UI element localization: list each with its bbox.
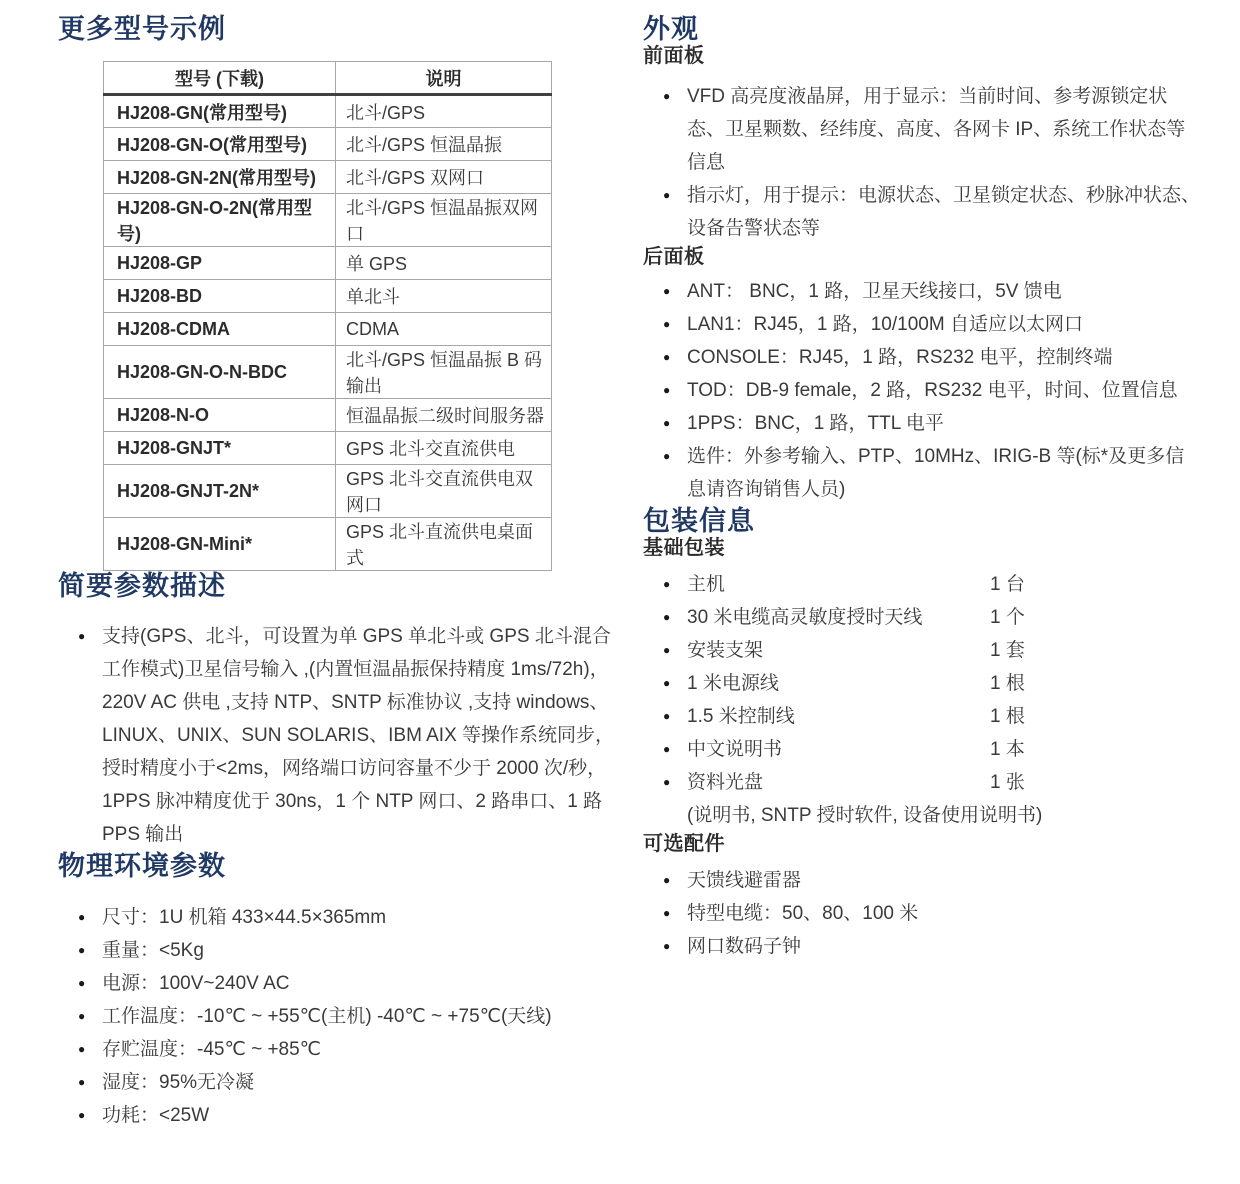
packaging-item-qty: 1 台 <box>990 574 1025 595</box>
packaging-item-name: 1.5 米控制线 <box>687 706 795 727</box>
right-column <box>643 14 1200 963</box>
physical-params-list <box>78 901 620 1132</box>
model-cell[interactable]: HJ208-GP <box>104 247 336 280</box>
appearance-title: 外观 <box>643 14 699 44</box>
bullet-icon: ● <box>78 910 86 924</box>
rear-panel-subtitle: 后面板 <box>643 246 705 268</box>
bullet-icon: ● <box>663 775 671 789</box>
desc-cell: 北斗/GPS 双网口 <box>336 161 552 194</box>
table-row <box>104 280 552 313</box>
bullet-icon: ● <box>663 906 671 920</box>
list-item <box>78 967 620 1000</box>
bullet-icon: ● <box>663 676 671 690</box>
physical-item-text: 工作温度：-10℃ ~ +55℃(主机) -40℃ ~ +75℃(天线) <box>102 1006 552 1027</box>
bullet-icon: ● <box>663 188 671 202</box>
desc-cell: GPS 北斗直流供电桌面式 <box>336 518 552 571</box>
model-cell[interactable]: HJ208-N-O <box>104 399 336 432</box>
list-item <box>663 179 1200 245</box>
list-item <box>78 1033 620 1066</box>
brief-params-title: 简要参数描述 <box>58 571 226 601</box>
packaging-title: 包装信息 <box>643 506 755 536</box>
desc-cell: CDMA <box>336 313 552 346</box>
desc-cell: 北斗/GPS 恒温晶振双网口 <box>336 194 552 247</box>
desc-cell: 北斗/GPS <box>336 95 552 128</box>
left-column <box>58 14 620 1132</box>
bullet-icon: ● <box>663 873 671 887</box>
model-cell[interactable]: HJ208-GNJT* <box>104 432 336 465</box>
bullet-icon: ● <box>663 577 671 591</box>
bullet-icon: ● <box>78 1108 86 1122</box>
model-cell[interactable]: HJ208-GNJT-2N* <box>104 465 336 518</box>
bullet-icon: ● <box>78 1042 86 1056</box>
bullet-icon: ● <box>78 1075 86 1089</box>
physical-item-text: 湿度：95%无冷凝 <box>102 1072 255 1093</box>
table-row <box>104 518 552 571</box>
physical-item-text: 功耗：<25W <box>102 1105 210 1126</box>
physical-item-text: 重量：<5Kg <box>102 940 204 961</box>
optional-accessories-subtitle: 可选配件 <box>643 833 725 855</box>
rear-panel-item-text: TOD：DB-9 female，2 路，RS232 电平，时间、位置信息 <box>687 380 1178 401</box>
bullet-icon: ● <box>663 643 671 657</box>
packaging-item-name: 安装支架 <box>687 640 764 661</box>
list-item <box>78 1066 620 1099</box>
desc-cell: GPS 北斗交直流供电 <box>336 432 552 465</box>
packaging-item <box>663 601 1200 634</box>
rear-panel-item-text: 1PPS：BNC，1 路，TTL 电平 <box>687 413 944 434</box>
bullet-icon: ● <box>663 383 671 397</box>
bullet-icon: ● <box>663 449 671 463</box>
list-item <box>663 407 1200 440</box>
optional-item-text: 天馈线避雷器 <box>687 870 802 891</box>
table-row <box>104 399 552 432</box>
model-cell[interactable]: HJ208-CDMA <box>104 313 336 346</box>
table-row <box>104 95 552 128</box>
packaging-item-qty: 1 个 <box>990 607 1025 628</box>
table-row <box>104 346 552 399</box>
list-item <box>663 341 1200 374</box>
optional-item-text: 网口数码子钟 <box>687 936 802 957</box>
bullet-icon: ● <box>663 284 671 298</box>
rear-panel-item-text: LAN1：RJ45，1 路，10/100M 自适应以太网口 <box>687 314 1083 335</box>
list-item <box>78 1000 620 1033</box>
rear-panel-item-text: 选件：外参考输入、PTP、10MHz、IRIG-B 等(标*及更多信息请咨询销售人员) <box>687 446 1185 500</box>
table-row <box>104 465 552 518</box>
packaging-item-qty: 1 根 <box>990 673 1025 694</box>
basic-packaging-subtitle: 基础包装 <box>643 537 725 559</box>
physical-item-text: 存贮温度：-45℃ ~ +85℃ <box>102 1039 322 1060</box>
model-cell[interactable]: HJ208-GN-2N(常用型号) <box>104 161 336 194</box>
bullet-icon: ● <box>663 89 671 103</box>
bullet-icon: ● <box>663 742 671 756</box>
list-item <box>663 374 1200 407</box>
list-item <box>663 930 1200 963</box>
list-item <box>663 864 1200 897</box>
brief-params-bullet <box>78 620 620 851</box>
optional-item-text: 特型电缆：50、80、100 米 <box>687 903 919 924</box>
model-cell[interactable]: HJ208-GN-O-2N(常用型号) <box>104 194 336 247</box>
packaging-item-name: 1 米电源线 <box>687 673 779 694</box>
bullet-icon: ● <box>663 939 671 953</box>
list-item <box>663 897 1200 930</box>
packaging-item-qty: 1 本 <box>990 739 1025 760</box>
model-cell[interactable]: HJ208-GN-O-N-BDC <box>104 346 336 399</box>
list-item <box>663 80 1200 179</box>
models-table-header-desc: 说明 <box>336 62 552 95</box>
desc-cell: GPS 北斗交直流供电双网口 <box>336 465 552 518</box>
table-row <box>104 432 552 465</box>
desc-cell: 单 GPS <box>336 247 552 280</box>
model-cell[interactable]: HJ208-GN(常用型号) <box>104 95 336 128</box>
desc-cell: 北斗/GPS 恒温晶振 <box>336 128 552 161</box>
bullet-icon: ● <box>78 943 86 957</box>
bullet-icon: ● <box>663 317 671 331</box>
list-item <box>78 934 620 967</box>
packaging-item-name: 中文说明书 <box>687 739 783 760</box>
model-cell[interactable]: HJ208-GN-Mini* <box>104 518 336 571</box>
rear-panel-item-text: CONSOLE：RJ45，1 路，RS232 电平，控制终端 <box>687 347 1113 368</box>
bullet-icon: ● <box>663 416 671 430</box>
list-item <box>663 308 1200 341</box>
list-item <box>663 440 1200 506</box>
packaging-item <box>663 568 1200 601</box>
bullet-icon: ● <box>663 610 671 624</box>
packaging-item-qty: 1 根 <box>990 706 1025 727</box>
list-item <box>78 1099 620 1132</box>
table-row <box>104 247 552 280</box>
list-item <box>78 901 620 934</box>
models-table <box>103 61 552 571</box>
table-row <box>104 161 552 194</box>
model-cell[interactable]: HJ208-GN-O(常用型号) <box>104 128 336 161</box>
bullet-icon: ● <box>78 976 86 990</box>
bullet-icon: ● <box>78 1009 86 1023</box>
packaging-item-name: 主机 <box>687 574 726 595</box>
physical-params-title: 物理环境参数 <box>58 851 226 881</box>
models-table-header-row <box>104 62 552 95</box>
packaging-note: (说明书, SNTP 授时软件, 设备使用说明书) <box>687 805 1043 826</box>
bullet-icon: ● <box>78 629 86 643</box>
packaging-item <box>663 733 1200 766</box>
bullet-icon: ● <box>663 350 671 364</box>
model-cell[interactable]: HJ208-BD <box>104 280 336 313</box>
basic-packaging-list <box>663 568 1200 799</box>
physical-item-text: 尺寸：1U 机箱 433×44.5×365mm <box>102 907 387 928</box>
front-panel-list <box>663 80 1200 245</box>
packaging-item <box>663 766 1200 799</box>
desc-cell: 单北斗 <box>336 280 552 313</box>
packaging-item-name: 资料光盘 <box>687 772 764 793</box>
table-row <box>104 313 552 346</box>
packaging-item <box>663 634 1200 667</box>
brief-params-text: 支持(GPS、北斗，可设置为单 GPS 单北斗或 GPS 北斗混合工作模式)卫星信号输入 ,(内置恒温晶振保持精度 1ms/72h)，220V AC 供电 ,支持 NTP、SNTP 标准协议 ,支持 windows、LINUX、UNIX、SUN SOLARIS、IBM AIX 等操作系统同步，授时精度小于<2ms，网络端口访问容量不少于 2000 次/秒，1PPS 脉冲精度优于 30ns，1 个 NTP 网口、2 路串口、1 路 PPS 输出 <box>102 626 615 845</box>
physical-item-text: 电源：100V~240V AC <box>102 973 290 994</box>
rear-panel-item-text: ANT： BNC，1 路，卫星天线接口，5V 馈电 <box>687 281 1062 302</box>
models-section-title: 更多型号示例 <box>58 14 226 44</box>
bullet-icon: ● <box>663 709 671 723</box>
front-panel-item-text: VFD 高亮度液晶屏，用于显示：当前时间、参考源锁定状态、卫星颗数、经纬度、高度、各网卡 IP、系统工作状态等信息 <box>687 86 1186 173</box>
optional-accessories-list <box>663 864 1200 963</box>
packaging-item-qty: 1 套 <box>990 640 1025 661</box>
table-row <box>104 128 552 161</box>
table-row <box>104 194 552 247</box>
packaging-item <box>663 667 1200 700</box>
packaging-item-qty: 1 张 <box>990 772 1025 793</box>
models-table-header-model: 型号 (下载) <box>104 62 336 95</box>
packaging-item <box>663 700 1200 733</box>
front-panel-item-text: 指示灯，用于提示：电源状态、卫星锁定状态、秒脉冲状态、设备告警状态等 <box>687 185 1201 239</box>
front-panel-subtitle: 前面板 <box>643 45 705 67</box>
packaging-item-name: 30 米电缆高灵敏度授时天线 <box>687 607 923 628</box>
desc-cell: 北斗/GPS 恒温晶振 B 码输出 <box>336 346 552 399</box>
desc-cell: 恒温晶振二级时间服务器 <box>336 399 552 432</box>
rear-panel-list <box>663 275 1200 506</box>
list-item <box>663 275 1200 308</box>
